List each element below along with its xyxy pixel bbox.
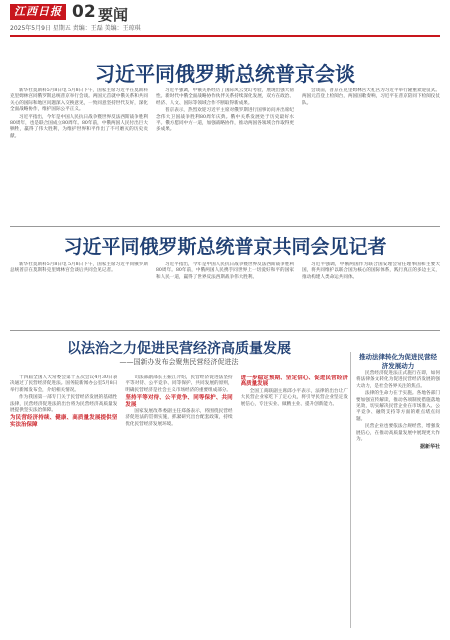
- article2-body: [10, 262, 440, 322]
- article2-col-3: [302, 262, 440, 322]
- article1-col-2: [156, 88, 294, 222]
- sidebar-para: 民营经济促进法正式施行在即，如何将法律条文转化为促进民营经济发展的强大动力，是社会各界关注的焦点。: [356, 371, 440, 389]
- newspaper-logo: 江西日报: [10, 4, 66, 20]
- article1-headline[interactable]: 习近平同俄罗斯总统普京会谈: [95, 62, 355, 86]
- article3-headline[interactable]: 以法治之力促进民营经济高质量发展: [67, 341, 291, 357]
- article2-para: 习近平强调，中俄两国作为联合国安理会常任理事国和主要大国，将共同维护以联合国为核心的国际体系，践行真正的多边主义，推动构建人类命运共同体。: [302, 262, 440, 280]
- sidebar-byline: 据新华社: [419, 444, 440, 451]
- article3-col-2: [125, 375, 232, 627]
- article3-para: 司法部副部长王振江介绍，民营经济促进法坚持平等对待、公平竞争、同等保护、共同发展的原则，明确民营经济是社会主义市场经济的重要组成部分。: [125, 375, 233, 393]
- sidebar-headline[interactable]: 推动法律转化为促进民营经济发展动力: [359, 353, 437, 370]
- article3-para: 国家发展改革委副主任郑备表示，将围绕民营经济促进法的贯彻实施，抓紧研究出台配套政策，持续优化民营经济发展环境。: [125, 409, 233, 427]
- article2-col-2: [156, 262, 294, 322]
- section-name: 要闻: [98, 6, 129, 24]
- article1-body: [10, 88, 440, 222]
- article3-body: [10, 375, 348, 627]
- article3-subhead: 进一步稳定预期、坚定信心、促进民营经济高质量发展: [240, 375, 348, 388]
- article3-para: 十四届全国人大常委会第十五次会议4月30日表决通过了民营经济促进法。国务院新闻办公室5月8日举行新闻发布会，介绍相关情况。: [10, 375, 118, 393]
- article2-col-1: [10, 262, 148, 322]
- article3-col-1: [10, 375, 117, 627]
- sidebar-para: 民营企业也要依法合规经营，增强发展信心，在推动高质量发展中展现更大作为。: [356, 424, 440, 443]
- article3-col-3: [241, 375, 348, 627]
- article2-para: 习近平指出，今年是中国人民抗日战争暨世界反法西斯战争胜利80周年。80年前，中俄两国人民携手同世界上一切爱好和平的国家和人民一道，赢得了世界反法西斯战争伟大胜利。: [156, 262, 294, 280]
- column-separator: [350, 352, 351, 628]
- article1-para: 习近平指出，今年是中国人民抗日战争暨世界反法西斯战争胜利80周年，也是联合国成立80周年。80年前，中俄两国人民付出巨大牺牲，赢得了伟大胜利，为维护世界和平作出了不可磨灭的历史贡献。: [10, 114, 148, 139]
- sidebar-para: 法律的生命力在于实施。各地各部门要加强宣传解读，推动各项制度措施落地见效，切实解决民营企业在市场准入、公平竞争、融资支持等方面的难点堵点问题。: [356, 391, 440, 422]
- article1-para: 习近平强调，中俄关系经历了国际风云变幻考验，展现出强大韧性。新时代中俄全面战略协作伙伴关系持续深化发展，双方在政治、经济、人文、国际等领域合作不断取得新成果。: [156, 88, 294, 106]
- sidebar-commentary: [356, 352, 440, 628]
- divider: [10, 226, 440, 227]
- article1-para: 普京表示，热烈欢迎习近平主席对俄罗斯进行国事访问并出席纪念伟大卫国战争胜利80周年庆典。俄中关系发展处于历史最好水平。俄方愿同中方一道，加强战略协作，推动两国各领域合作取得更多成果。: [156, 108, 294, 133]
- article2-para: 新华社莫斯科5月8日电 5月8日下午，国家主席习近平同俄罗斯总统普京在莫斯科克里姆林宫会谈后共同会见记者。: [10, 262, 148, 274]
- article2-headline[interactable]: 习近平同俄罗斯总统普京共同会见记者: [63, 236, 387, 258]
- article1-col-1: [10, 88, 148, 222]
- divider: [10, 330, 440, 331]
- header-rule: [10, 35, 440, 37]
- article3-para: 全国工商联副主席邱小平表示，法律的出台让广大民营企业家吃下了定心丸，将引导民营企业坚定发展信心，专注实业、做精主业、提升创新能力。: [240, 388, 348, 407]
- dateline: 2025年5月9日 星期五 责编：王磊 美编：王琼琪: [10, 25, 141, 32]
- page-number: 02: [72, 2, 96, 22]
- sidebar-body: [356, 371, 440, 451]
- article3-para: 作为我国第一部专门关于民营经济发展的基础性法律，民营经济促进法的出台将为民营经济高质量发展提供坚实法治保障。: [10, 395, 118, 414]
- article1-para: 会谈前，普京在克里姆林宫大礼宫为习近平举行隆重欢迎仪式。两国元首登上检阅台，两国国歌奏响，习近平在普京陪同下检阅仪仗队。: [302, 88, 440, 106]
- article1-col-3: [302, 88, 440, 222]
- article3-subhead: 为民营经济持续、健康、高质量发展提供坚实法治保障: [10, 415, 118, 428]
- article1-para: 新华社莫斯科5月8日电 5月8日下午，国家主席习近平在莫斯科克里姆林宫同俄罗斯总统普京举行会谈。两国元首就中俄关系和共同关心的国际和地区问题深入交换意见，一致同意坚持世代友好，深化全面战略协作，维护国际公平正义。: [10, 88, 148, 113]
- article3-subhead: 坚持平等对待、公平竞争、同等保护、共同发展: [125, 395, 233, 408]
- article3-subtitle: ——国新办发布会聚焦民营经济促进法: [119, 358, 239, 366]
- masthead: [10, 4, 440, 34]
